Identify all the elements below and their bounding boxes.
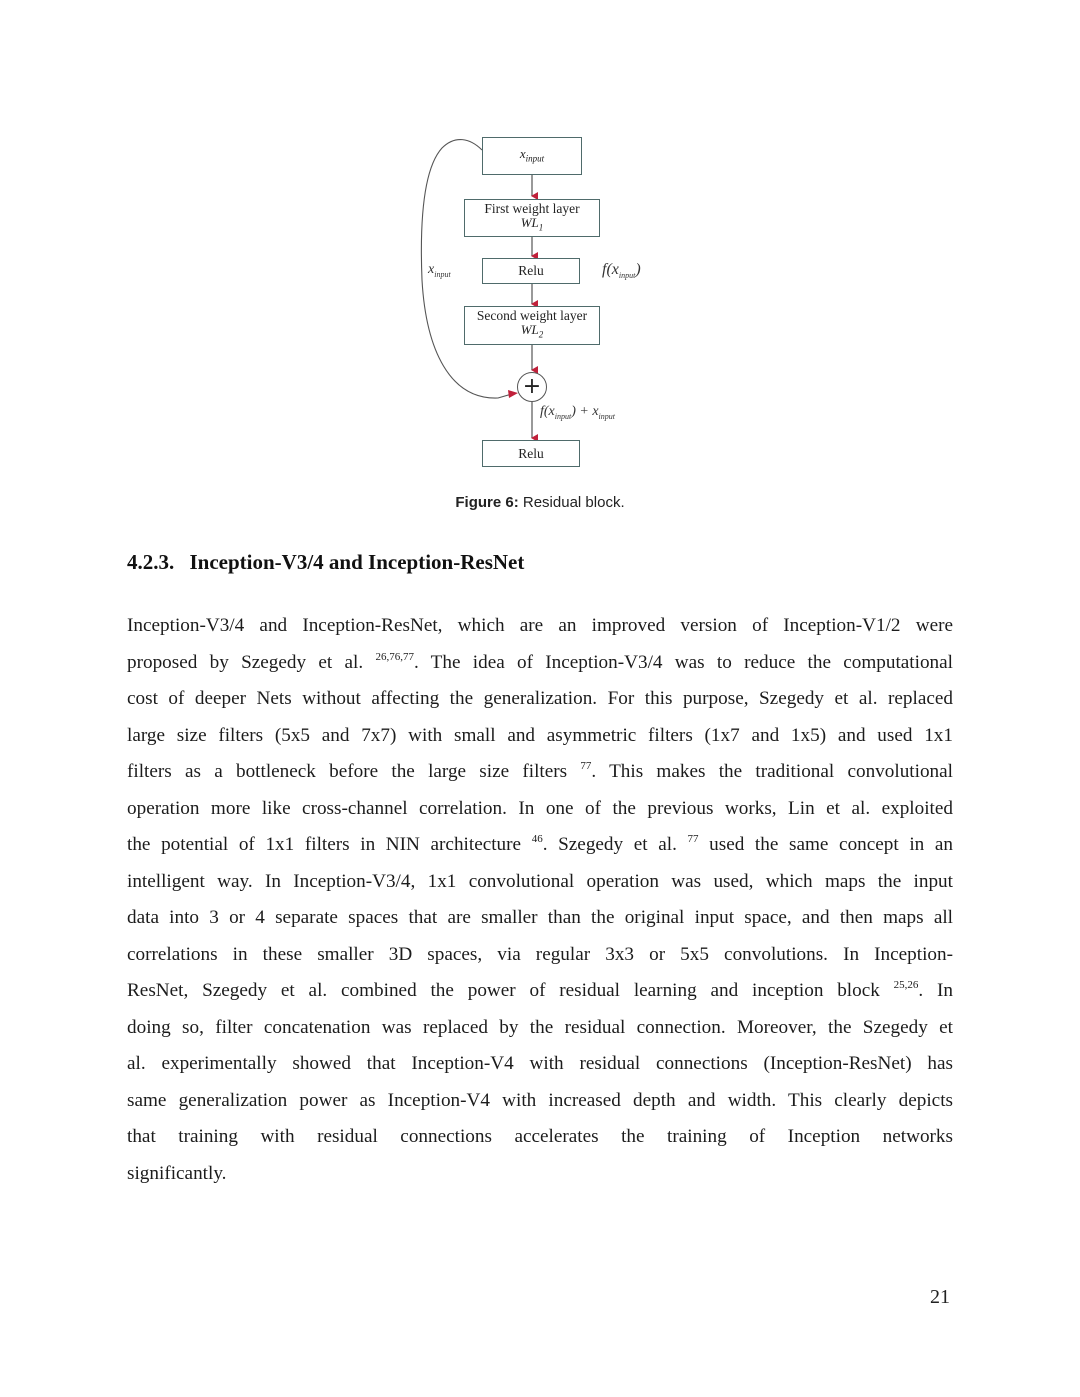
paragraph-line: al. experimentally showed that Inception-V4 with residual connections (Inception-ResNet) has (127, 1053, 953, 1074)
relu-box-1 (482, 258, 580, 284)
skip-subscript: input (434, 269, 451, 279)
line-text: filters as a bottleneck before the large size filters (127, 761, 581, 782)
relu-box-2 (482, 440, 580, 467)
input-symbol: x (519, 145, 526, 161)
first-weight-layer-box (464, 199, 600, 237)
line-text: . Szegedy et al. (542, 834, 688, 855)
f-of-x-subscript: input (618, 271, 636, 281)
addition-node (517, 372, 547, 402)
relu-1-label: Relu (518, 263, 544, 278)
citation: 77 (687, 833, 699, 845)
f-of-x-label (602, 261, 641, 280)
paragraph-line (127, 827, 953, 864)
sum-middle: ) + x (571, 404, 599, 419)
figure-caption (0, 494, 1080, 511)
skip-symbol: x (428, 262, 435, 277)
paragraph-line: Inception-V3/4 and Inception-ResNet, which are an improved version of Inception-V1/2 were (127, 615, 953, 636)
sum-subscript-1: input (554, 411, 572, 421)
citation: 77 (580, 760, 592, 772)
paragraph-line: significantly. (127, 1162, 227, 1184)
line-text: . This makes the traditional convolutional (591, 761, 953, 782)
wl1-subscript: 1 (538, 222, 544, 233)
paragraph-line: same generalization power as Inception-V4 with increased depth and width. This clearly depicts (127, 1089, 953, 1111)
line-text: . The idea of Inception-V3/4 was to reduce the computational (413, 651, 954, 673)
residual-block-diagram (400, 120, 700, 480)
section-heading (127, 550, 524, 575)
paragraph-line (127, 973, 953, 1010)
sum-prefix: f(x (540, 404, 555, 419)
section-title: Inception-V3/4 and Inception-ResNet (189, 550, 525, 574)
paragraph-line: data into 3 or 4 separate spaces that are smaller than the original input space, and then maps all (127, 907, 953, 928)
paragraph-line: large size filters (5x5 and 7x7) with small and asymmetric filters (1x7 and 1x5) and used 1x1 (127, 724, 953, 746)
second-weight-layer-box (464, 306, 600, 345)
paragraph-line: correlations in these smaller 3D spaces, via regular 3x3 or 5x5 convolutions. In Inception- (127, 943, 953, 965)
relu-2-label: Relu (518, 445, 544, 461)
citation: 26,76,77 (375, 650, 414, 663)
figure-caption-label: Figure 6: (455, 494, 519, 511)
first-weight-layer-title: First weight layer (484, 200, 580, 216)
page-number: 21 (930, 1286, 950, 1308)
sum-subscript-2: input (598, 411, 615, 421)
f-of-x-prefix: f(x (602, 261, 619, 278)
citation: 46 (531, 833, 543, 845)
second-weight-layer-title: Second weight layer (476, 308, 588, 324)
paragraph-line: intelligent way. In Inception-V3/4, 1x1 convolutional operation was used, which maps the input (127, 870, 953, 892)
paragraph-line (127, 645, 953, 682)
line-text: used the same concept in an (698, 834, 953, 855)
input-box (482, 137, 582, 175)
paragraph-line: cost of deeper Nets without affecting the generalization. For this purpose, Szegedy et al. replaced (127, 688, 953, 709)
plus-icon: + (522, 374, 542, 399)
citation: 25,26 (893, 979, 919, 991)
f-of-x-suffix: ) (635, 261, 641, 278)
figure-caption-text: Residual block. (518, 494, 625, 511)
line-text: . In (918, 980, 953, 1001)
paragraph-line (127, 754, 953, 791)
skip-connection-label (428, 262, 451, 279)
paragraph-line: doing so, filter concatenation was replaced by the residual connection. Moreover, the Szegedy et (127, 1016, 953, 1038)
paragraph-line: that training with residual connections accelerates the training of Inception networks (127, 1126, 953, 1147)
line-text: proposed by Szegedy et al. (127, 651, 376, 673)
line-text: the potential of 1x1 filters in NIN architecture (127, 834, 532, 855)
wl1-symbol: WL (520, 214, 539, 230)
input-subscript: input (525, 153, 545, 164)
body-paragraph (127, 608, 953, 1192)
wl2-subscript: 2 (538, 329, 544, 340)
wl2-symbol: WL (520, 322, 539, 338)
paragraph-line: operation more like cross-channel correlation. In one of the previous works, Lin et al. exploited (127, 797, 953, 819)
line-text: ResNet, Szegedy et al. combined the power of residual learning and inception block (127, 980, 894, 1001)
sum-label (540, 404, 615, 421)
section-number: 4.2.3. (127, 550, 175, 574)
